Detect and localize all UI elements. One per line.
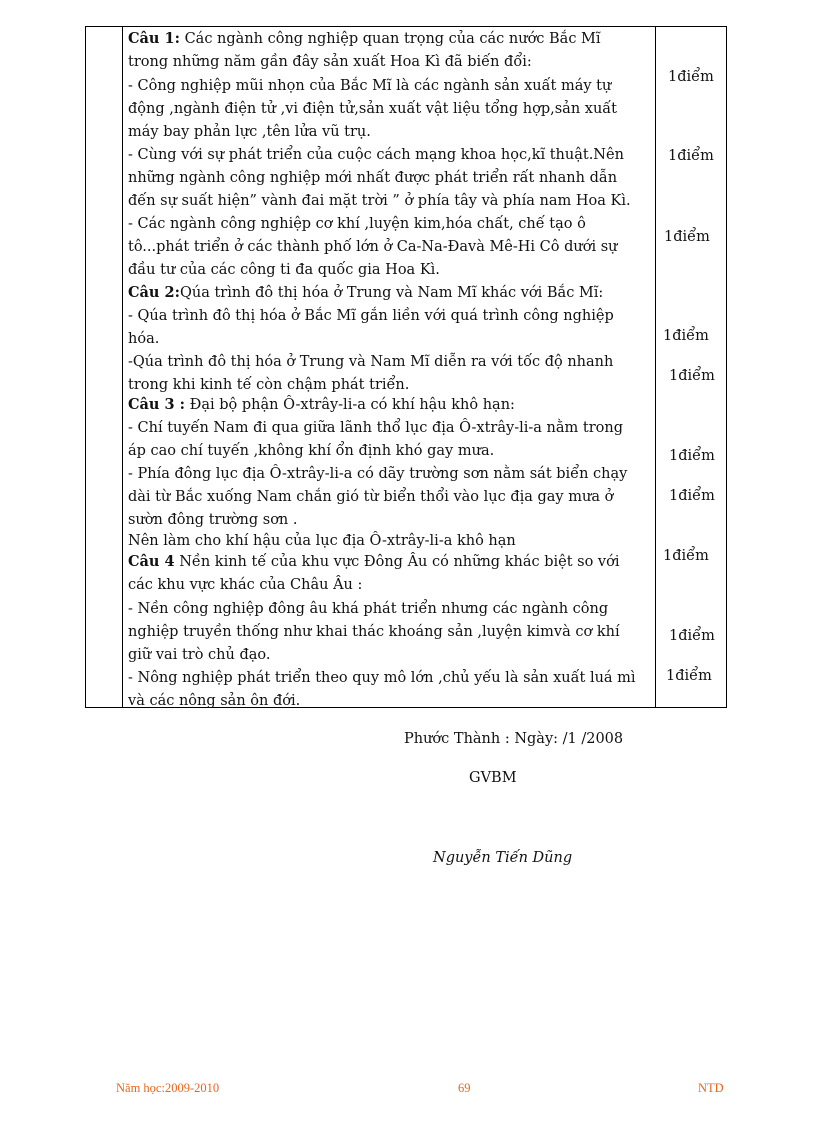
question-1-title: Câu 1: Các ngành công nghiệp quan trọng của các nước Bắc Mĩ [128, 30, 601, 47]
answer-line: - Các ngành công nghiệp cơ khí ,luyện kim,hóa chất, chế tạo ô [128, 216, 586, 232]
question-3-title: Câu 3 : Đại bộ phận Ô-xtrây-li-a có khí hậu khô hạn: [128, 396, 515, 413]
answer-line: áp cao chí tuyến ,không khí ổn định khó gay mưa. [128, 443, 495, 459]
answer-line: các khu vực khác của Châu Âu : [128, 577, 363, 593]
score-label: 1điểm [668, 69, 714, 85]
signer-role: GVBM [469, 770, 517, 786]
question-2-title: Câu 2:Qúa trình đô thị hóa ở Trung và Nam Mĩ khác với Bắc Mĩ: [128, 284, 604, 301]
question-label: Câu 1: [128, 30, 180, 47]
answer-line: giữ vai trò chủ đạo. [128, 647, 271, 663]
footer-initials: NTD [698, 1081, 724, 1095]
answer-line: sườn đông trường sơn . [128, 512, 298, 528]
question-4-title: Câu 4 Nền kinh tế của khu vực Đông Âu có những khác biệt so với [128, 553, 620, 570]
answer-line: đầu tư của các công ti đa quốc gia Hoa Kì. [128, 262, 440, 278]
answer-line: - Nền công nghiệp đông âu khá phát triển nhưng các ngành công [128, 601, 609, 617]
answer-line: những ngành công nghiệp mới nhất được phát triển rất nhanh dẫn [128, 170, 618, 186]
score-label: 1điểm [669, 628, 715, 644]
footer-page-number: 69 [458, 1081, 471, 1095]
question-label: Câu 3 : [128, 396, 186, 413]
answer-line: trong khi kinh tế còn chậm phát triển. [128, 377, 410, 393]
answer-line: và các nông sản ôn đới. [128, 693, 301, 709]
question-label: Câu 2: [128, 284, 180, 301]
score-label: 1điểm [664, 229, 710, 245]
footer-school-year: Năm học:2009-2010 [116, 1081, 220, 1095]
answer-line: - Công nghiệp mũi nhọn của Bắc Mĩ là các ngành sản xuất máy tự [128, 78, 612, 94]
answer-line: động ,ngành điện tử ,vi điện tử,sản xuất vật liệu tổng hợp,sản xuất [128, 101, 617, 117]
place-date: Phước Thành : Ngày: /1 /2008 [404, 731, 624, 747]
answer-line: hóa. [128, 331, 160, 347]
answer-line: trong những năm gần đây sản xuất Hoa Kì đã biến đổi: [128, 54, 532, 70]
score-label: 1điểm [668, 148, 714, 164]
score-label: 1điểm [666, 668, 712, 684]
score-label: 1điểm [669, 368, 715, 384]
answer-line: - Cùng với sự phát triển của cuộc cách mạng khoa học,kĩ thuật.Nên [128, 147, 624, 163]
answer-line: - Phía đông lục địa Ô-xtrây-li-a có dãy trường sơn nằm sát biển chạy [128, 466, 628, 482]
score-label: 1điểm [669, 488, 715, 504]
score-label: 1điểm [669, 448, 715, 464]
signer-name: Nguyễn Tiến Dũng [433, 850, 573, 866]
answer-line: máy bay phản lực ,tên lửa vũ trụ. [128, 124, 371, 140]
score-label: 1điểm [663, 548, 709, 564]
answer-line: - Nông nghiệp phát triển theo quy mô lớn ,chủ yếu là sản xuất luá mì [128, 670, 636, 686]
answer-line: Nên làm cho khí hậu của lục địa Ô-xtrây-li-a khô hạn [128, 533, 516, 549]
answer-line: nghiệp truyền thống như khai thác khoáng sản ,luyện kimvà cơ khí [128, 624, 620, 640]
answer-line: -Qúa trình đô thị hóa ở Trung và Nam Mĩ diễn ra với tốc độ nhanh [128, 354, 614, 370]
answer-line: - Qúa trình đô thị hóa ở Bắc Mĩ gắn liền với quá trình công nghiệp [128, 308, 614, 324]
question-label: Câu 4 [128, 553, 175, 570]
score-label: 1điểm [663, 328, 709, 344]
answer-line: đến sự suất hiện” vành đai mặt trời ” ở phía tây và phía nam Hoa Kì. [128, 193, 631, 209]
answer-line: dài từ Bắc xuống Nam chắn gió từ biển thổi vào lục địa gay mưa ở [128, 489, 614, 505]
answer-line: tô...phát triển ở các thành phố lớn ở Ca-Na-Đavà Mê-Hi Cô dưới sự [128, 239, 618, 255]
answer-line: - Chí tuyến Nam đi qua giữa lãnh thổ lục địa Ô-xtrây-li-a nằm trong [128, 420, 623, 436]
